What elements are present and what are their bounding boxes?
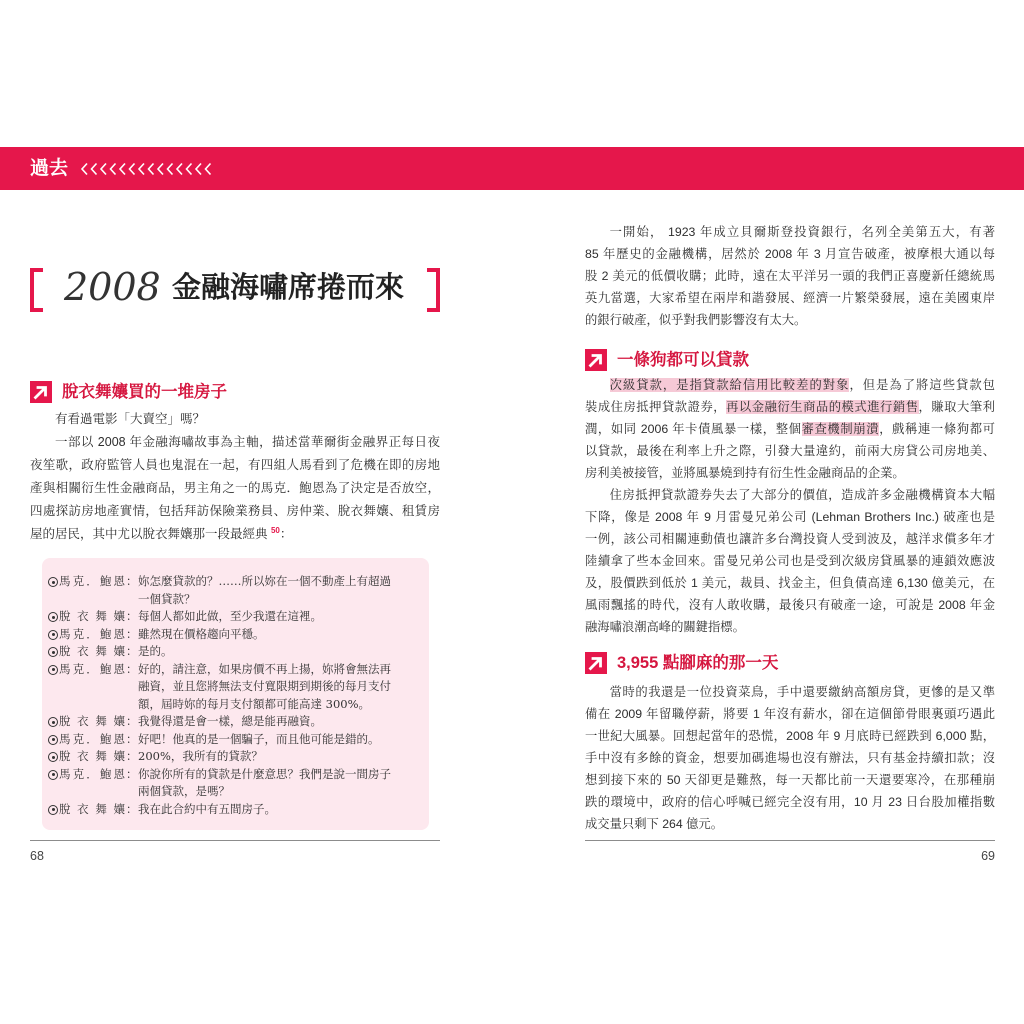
paragraph bbox=[30, 431, 440, 546]
text-line: 下降，像是 2008 年 9 月雷曼兄弟公司 (Lehman Brothers Inc.) 破產也是 bbox=[585, 510, 995, 524]
text-line bbox=[585, 396, 995, 418]
paragraph bbox=[585, 221, 995, 331]
text-line: 跌的環境中，政府的信心呼喊已經完全沒有用，10 月 23 日台股加權指數 bbox=[585, 795, 995, 809]
text-line: 的銀行破產，似乎對我們影響沒有太大。 bbox=[585, 313, 807, 327]
text-line: 當時的我還是一位投資菜鳥，手中還要繳納高額房貸，更慘的是又準 bbox=[609, 685, 995, 699]
text-line: 四處探訪房地產實情，包括拜訪保險業務員、房仲業、脫衣舞孃、租賃房 bbox=[30, 504, 440, 518]
dialogue-line: 我在此合約中有五間房子。 bbox=[138, 801, 276, 816]
speaker-colon: ： bbox=[126, 714, 138, 728]
footnote-ref: 50 bbox=[270, 525, 280, 535]
dialogue-line: 200%，我所有的貸款？ bbox=[138, 749, 263, 763]
bullet-icon bbox=[48, 735, 58, 745]
text-line: 有看過電影「大賣空」嗎？ bbox=[55, 412, 206, 426]
speaker-colon: ： bbox=[126, 801, 138, 816]
speaker-colon: ： bbox=[126, 626, 138, 641]
speaker-colon: ： bbox=[126, 644, 138, 658]
dialogue-row bbox=[48, 608, 423, 626]
bullet-icon bbox=[48, 612, 58, 622]
text-run: ，戲稱連一條狗都可 bbox=[879, 422, 995, 436]
dialogue-line: 是的。 bbox=[138, 644, 173, 658]
bullet-icon bbox=[48, 647, 58, 657]
chevrons-left-icon bbox=[80, 162, 214, 176]
text-line: 夜笙歌，政府監管人員也鬼混在一起，有四組人馬看到了危機在即的房地 bbox=[30, 458, 440, 472]
right-bracket-decoration bbox=[427, 268, 440, 312]
intro-body bbox=[585, 221, 995, 331]
dialogue-line: 兩個貸款，是嗎？ bbox=[138, 784, 230, 798]
speaker-name: 馬克．鮑恩 bbox=[59, 661, 125, 676]
speaker-name: 脫衣舞孃 bbox=[59, 714, 125, 728]
text-line: 手中沒有多餘的資金，想要加碼進場也沒有辦法，只有基金持續扣款；沒 bbox=[585, 751, 995, 765]
speaker-colon: ： bbox=[126, 661, 138, 676]
text-line bbox=[585, 374, 995, 396]
section-body bbox=[30, 408, 440, 546]
dialogue-row bbox=[48, 731, 423, 749]
text-line: 英九當選，大家希望在兩岸和諧發展、經濟一片繁榮發展，遠在美國東岸 bbox=[585, 291, 995, 305]
text-line: 陸續拿了些本金回來。雷曼兄弟公司也是受到次級房貸風暴的連鎖效應波 bbox=[585, 554, 995, 568]
dialogue bbox=[48, 573, 423, 818]
highlighted-text: 再以金融衍生商品的模式進行銷售 bbox=[726, 400, 919, 414]
arrow-up-right-icon bbox=[585, 652, 607, 674]
text-line: 風雨飄搖的時代，沒有人敢收購，最後只有破產一途，可說是 2008 年金 bbox=[585, 598, 995, 612]
speaker-colon: ： bbox=[126, 609, 138, 623]
text-line: 想到接下來的 50 天卻更是難熬，每一天都比前一天還要寒冷，在那種崩 bbox=[585, 773, 995, 787]
text-run: ，賺取大筆利 bbox=[918, 400, 995, 414]
paragraph bbox=[30, 408, 440, 431]
left-bracket-decoration bbox=[30, 268, 43, 312]
dialogue-line: 好的，請注意，如果房價不再上揚，妳將會無法再 bbox=[138, 661, 391, 676]
chapter-banner bbox=[0, 147, 1024, 190]
arrow-up-right-icon bbox=[585, 349, 607, 371]
text-line: 一世紀大風暴。回想起當年的恐慌，2008 年 9 月底時已經跌到 6,000 點， bbox=[585, 729, 995, 743]
dialogue-row bbox=[48, 801, 423, 819]
text-line: 以貸款，最後在利率上升之際，引發大量違約，前兩大房貸公司房地美、 bbox=[585, 444, 995, 458]
highlighted-text: 次級貸款，是指貸款給信用比較差的對象 bbox=[609, 378, 850, 392]
text-line: 融海嘯浪潮高峰的關鍵指標。 bbox=[585, 620, 745, 634]
bullet-icon bbox=[48, 770, 58, 780]
dialogue-row bbox=[48, 713, 423, 731]
text-run: 潤，如同 2006 年卡債風暴一樣，整個 bbox=[585, 422, 802, 436]
text-line bbox=[30, 523, 440, 546]
text-line: 及，股價跌到低於 1 美元，裁員、找金主，但負債高達 6,130 億美元，在 bbox=[585, 576, 995, 590]
text-line: 產與相關衍生性金融商品，男主角之一的馬克．鮑恩為了決定是否放空， bbox=[30, 481, 440, 495]
dialogue-line: 好吧！他真的是一個騙子，而且他可能是錯的。 bbox=[138, 731, 380, 746]
speaker-colon: ： bbox=[126, 574, 138, 588]
speaker-name: 馬克．鮑恩 bbox=[59, 766, 125, 781]
speaker-name: 馬克．鮑恩 bbox=[59, 731, 125, 746]
chapter-title-year: 2008 bbox=[64, 265, 161, 309]
chapter-title-text: 金融海嘯席捲而來 bbox=[172, 272, 405, 304]
speaker-name: 馬克．鮑恩 bbox=[59, 574, 125, 588]
text-line: 一開始， 1923 年成立貝爾斯登投資銀行，名列全美第五大，有著 bbox=[609, 225, 995, 239]
bullet-icon bbox=[48, 805, 58, 815]
page-number: 68 bbox=[30, 849, 44, 863]
dialogue-line: 一個貸款？ bbox=[138, 591, 196, 606]
highlighted-text: 審查機制崩潰 bbox=[801, 422, 880, 436]
banner-title: 過去 bbox=[30, 158, 69, 179]
speaker-name: 脫衣舞孃 bbox=[59, 644, 125, 658]
text-run: 裝成住房抵押貸款證券， bbox=[585, 400, 727, 414]
dialogue-row bbox=[48, 661, 423, 714]
paragraph bbox=[585, 681, 995, 835]
bullet-icon bbox=[48, 577, 58, 587]
dialogue-line: 妳怎麼貸款的？……所以妳在一個不動產上有超過 bbox=[138, 574, 391, 588]
dialogue-line: 你說你所有的貸款是什麼意思？我們是說一間房子 bbox=[138, 766, 391, 781]
dialogue-row bbox=[48, 573, 423, 608]
section-body bbox=[585, 681, 995, 835]
bullet-icon bbox=[48, 717, 58, 727]
dialogue-line: 我覺得還是會一樣，總是能再融資。 bbox=[138, 714, 322, 728]
text-line: 住房抵押貸款證券失去了大部分的價值，造成許多金融機構資本大幅 bbox=[609, 488, 995, 502]
bullet-icon bbox=[48, 752, 58, 762]
dialogue-row bbox=[48, 748, 423, 766]
page-number: 69 bbox=[981, 849, 995, 863]
speaker-name: 脫衣舞孃 bbox=[59, 609, 125, 623]
bullet-icon bbox=[48, 630, 58, 640]
speaker-name: 脫衣舞孃 bbox=[59, 801, 125, 816]
dialogue-line: 融資，並且您將無法支付寬限期到期後的每月支付 bbox=[138, 679, 391, 693]
section-heading: 脫衣舞孃買的一堆房子 bbox=[62, 383, 227, 401]
dialogue-line: 每個人都如此做，至少我還在這裡。 bbox=[138, 609, 322, 623]
text-line: 房利美被接管，並將風暴燒到持有衍生性金融商品的企業。 bbox=[585, 466, 905, 480]
dialogue-line: 雖然現在價格趨向平穩。 bbox=[138, 626, 265, 641]
text-line: 85 年歷史的金融機構，居然於 2008 年 3 月宣告破產，被摩根大通以每 bbox=[585, 247, 995, 261]
section-body bbox=[585, 374, 995, 638]
speaker-name: 脫衣舞孃 bbox=[59, 749, 125, 763]
footer-rule bbox=[30, 840, 440, 841]
speaker-colon: ： bbox=[126, 731, 138, 746]
dialogue-row bbox=[48, 643, 423, 661]
bullet-icon bbox=[48, 665, 58, 675]
speaker-name: 馬克．鮑恩 bbox=[59, 626, 125, 641]
text-run: ： bbox=[279, 527, 293, 541]
text-line: 成交量只剩下 264 億元。 bbox=[585, 817, 724, 831]
arrow-up-right-icon bbox=[30, 381, 52, 403]
text-run: ，但是為了將這些貸款包 bbox=[849, 378, 995, 392]
paragraph bbox=[585, 374, 995, 484]
section-heading: 一條狗都可以貸款 bbox=[617, 351, 749, 369]
dialogue-row bbox=[48, 766, 423, 801]
text-run: 屋的居民，其中尤以脫衣舞孃那一段最經典 bbox=[30, 527, 271, 541]
dialogue-line: 額，屆時妳的每月支付額都可能高達 300%。 bbox=[138, 696, 371, 711]
text-line: 備在 2009 年留職停薪，將要 1 年沒有薪水，卻在這個節骨眼裏頭巧遇此 bbox=[585, 707, 995, 721]
speaker-colon: ： bbox=[126, 766, 138, 781]
text-line: 股 2 美元的低價收購；此時，遠在太平洋另一頭的我們正喜慶新任總統馬 bbox=[585, 269, 995, 283]
paragraph bbox=[585, 484, 995, 638]
section-heading: 3,955 點腳麻的那一天 bbox=[617, 654, 779, 672]
text-line: 一例，該公司相關連動債也讓許多台灣投資人受到波及，越洋求償多年才 bbox=[585, 532, 995, 546]
text-line bbox=[585, 418, 995, 440]
dialogue-row bbox=[48, 626, 423, 644]
speaker-colon: ： bbox=[126, 749, 138, 763]
text-line: 一部以 2008 年金融海嘯故事為主軸，描述當華爾街金融界正每日夜 bbox=[55, 435, 440, 449]
footer-rule bbox=[585, 840, 995, 841]
